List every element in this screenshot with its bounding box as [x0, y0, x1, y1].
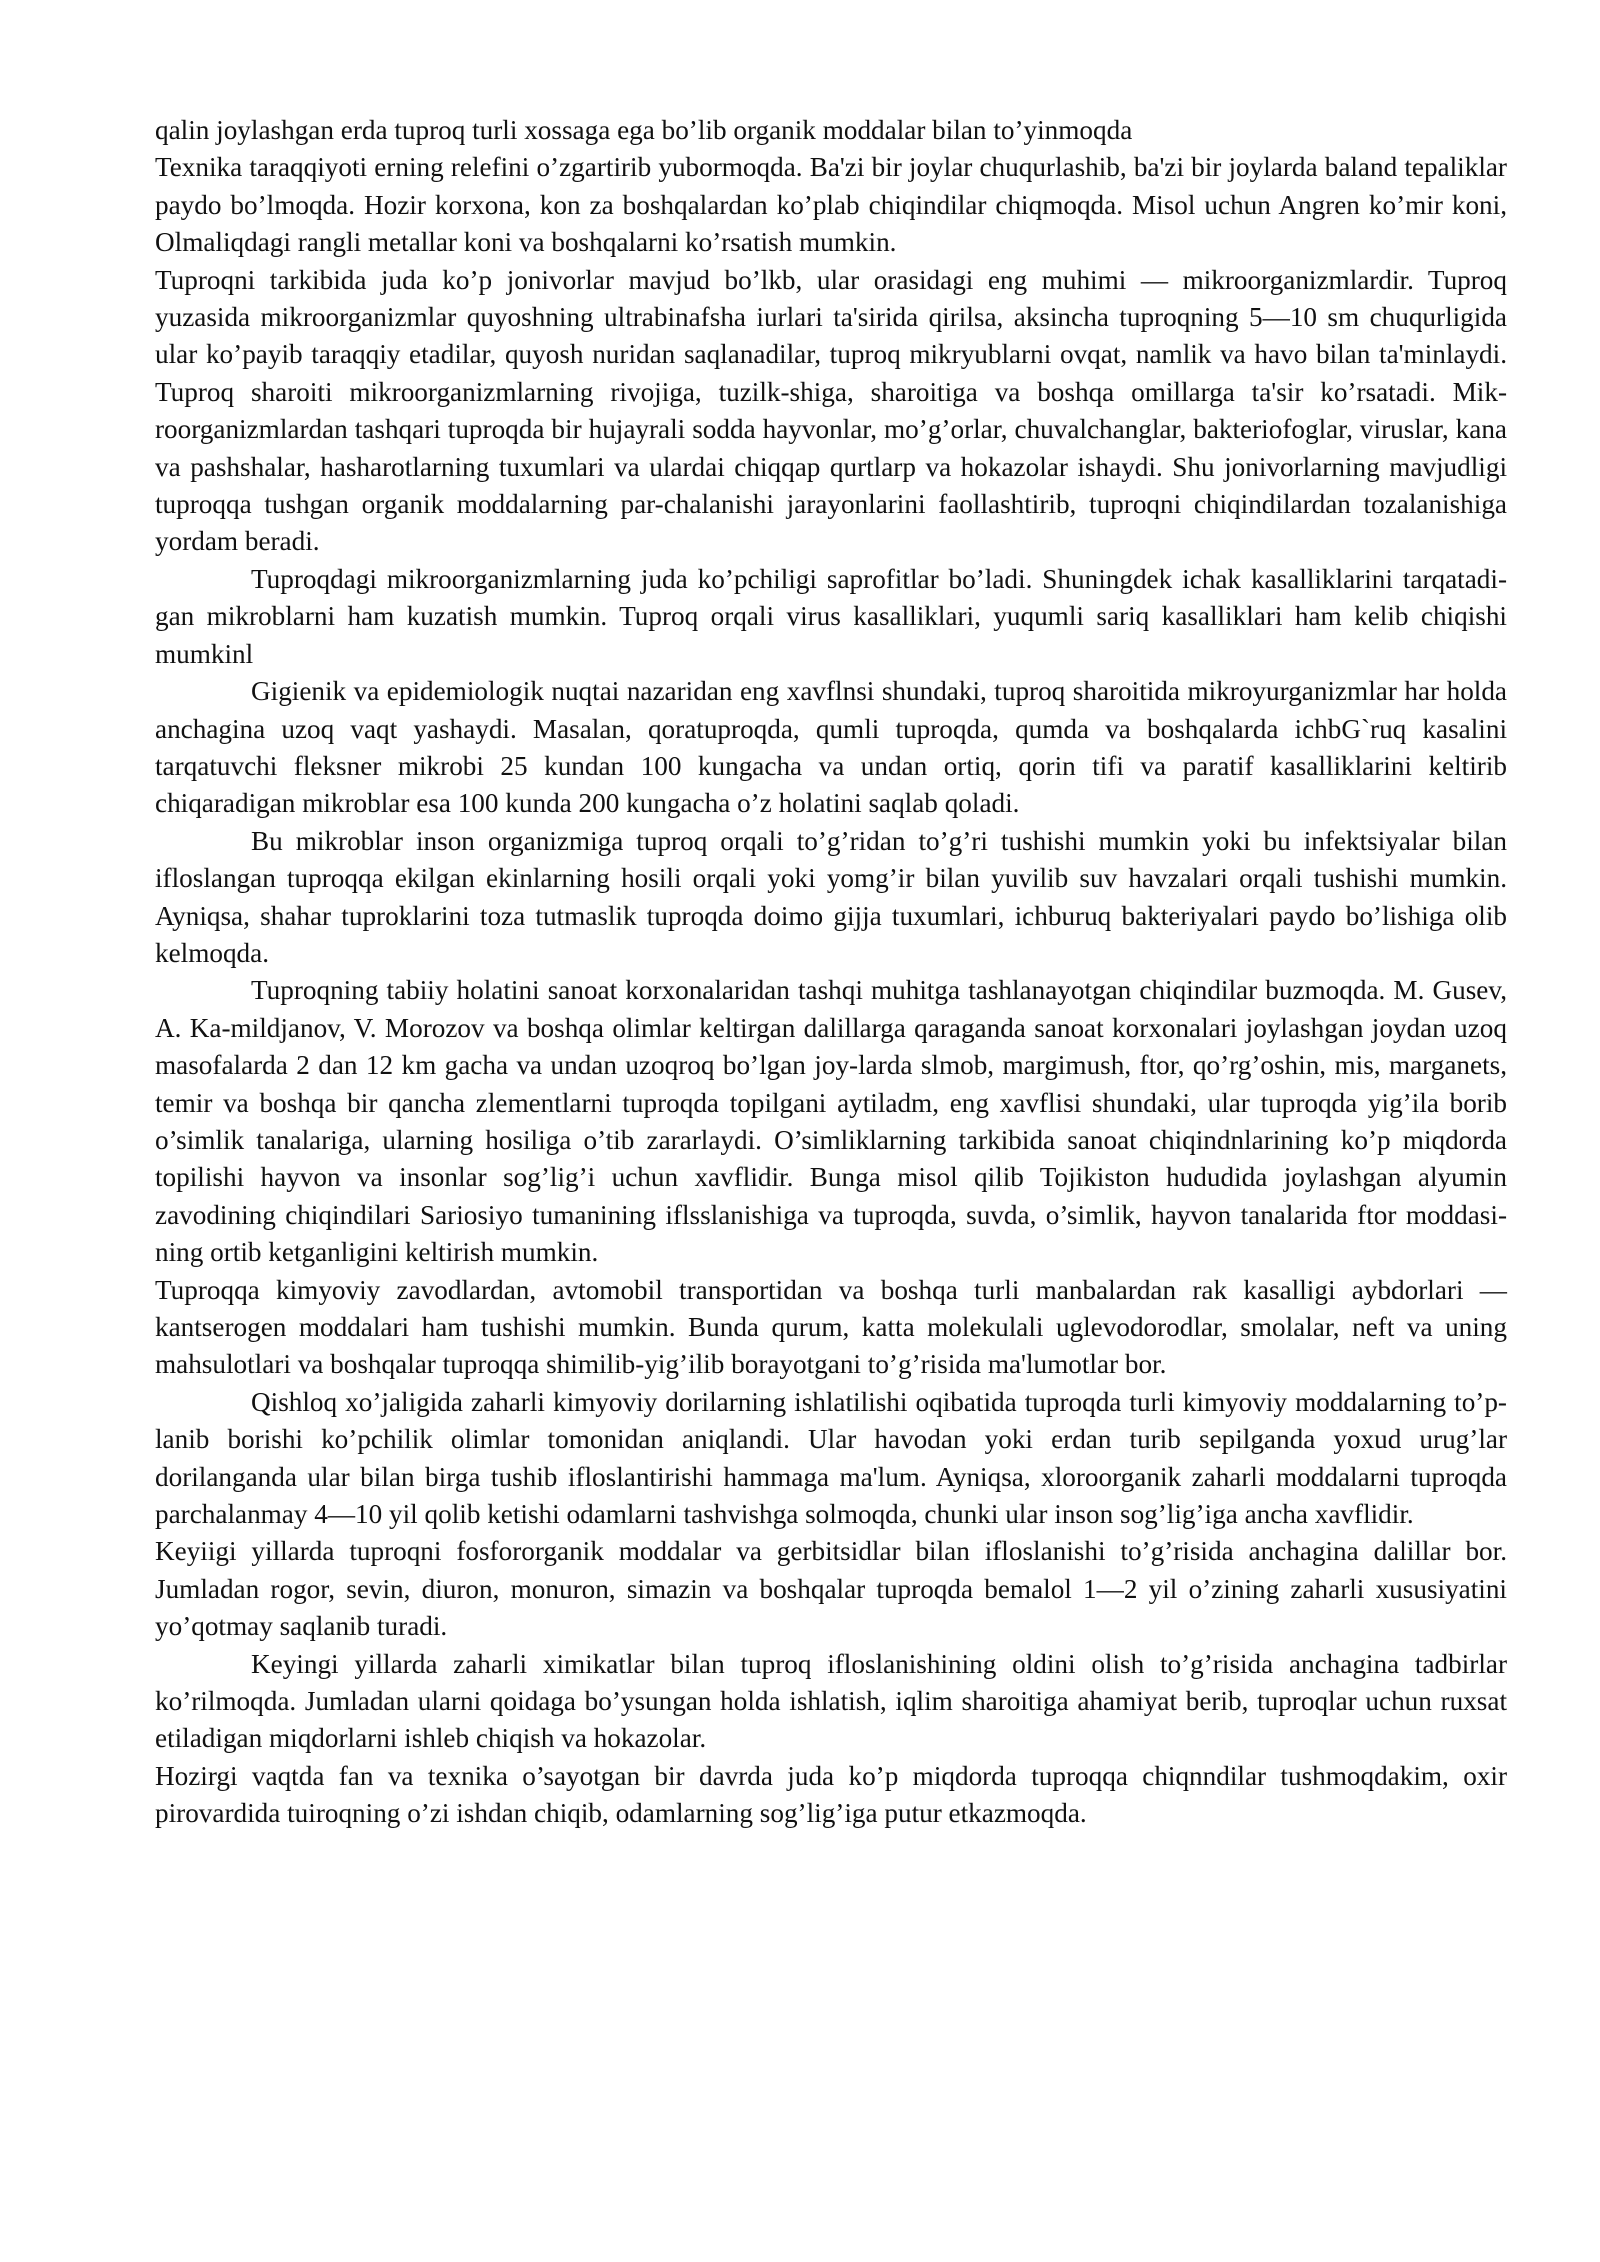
- paragraph: qalin joylashgan erda tuproq turli xossaga ega bo’lib organik moddalar bilan to’yinmoqda: [155, 115, 1133, 145]
- paragraph: Tuproqqa kimyoviy zavodlardan, avtomobil transportidan va boshqa turli manbalardan rak kasalligi aybdorlari — kantserogen moddalari ham tushishi mumkin. Bunda qurum, katta molekulali uglevodorodlar, smolalar, neft va uning mahsulotlari va boshqalar tuproqqa shimilib-yig’ilib borayotgani to’g’risida ma'lumotlar bor.: [155, 1274, 1507, 1380]
- paragraph: Gigienik va epidemiologik nuqtai nazaridan eng xavflnsi shundaki, tuproq sharoitida mikroyurganizmlar har holda anchagina uzoq vaqt yashaydi. Masalan, qoratuproqda, qumli tuproqda, qumda va boshqalarda ichbG`ruq kasalini tarqatuvchi fleksner mikrobi 25 kundan 100 kungacha va undan ortiq, qorin tifi va paratif kasalliklarini keltirib chiqaradigan mikroblar esa 100 kunda 200 kungacha o’z holatini saqlab qoladi.: [155, 676, 1507, 819]
- paragraph: Hozirgi vaqtda fan va texnika o’sayotgan bir davrda juda ko’p miqdorda tuproqqa chiqnndilar tushmoqdakim, oxir pirovardida tuiroqning o’zi ishdan chiqib, odamlarning sog’lig’iga putur etkazmoqda.: [155, 1760, 1507, 1829]
- paragraph: Tuproqning tabiiy holatini sanoat korxonalaridan tashqi muhitga tashlanayotgan chiqindilar buzmoqda. M. Gusev, A. Ka-mildjanov, V. Morozov va boshqa olimlar keltirgan dalillarga qaraganda sanoat korxonalari joylashgan joydan uzoq masofalarda 2 dan 12 km gacha va undan uzoqroq bo’lgan joy-larda slmob, margimush, ftor, qo’rg’oshin, mis, marganets, temir va boshqa bir qancha zlementlarni tuproqda topilgani aytiladm, eng xavflisi shundaki, ular tuproqda yig’ila borib o’simlik tanalariga, ularning hosiliga o’tib zararlaydi. O’simliklarning tarkibida sanoat chiqindnlarining ko’p miqdorda topilishi hayvon va insonlar sog’lig’i uchun xavflidir. Bunga misol qilib Tojikiston hududida joylashgan alyumin zavodining chiqindilari Sariosiyo tumanining iflsslanishiga va tuproqda, suvda, o’simlik, hayvon tanalarida ftor moddasi-ning ortib ketganligini keltirish mumkin.: [155, 975, 1507, 1268]
- document-page: [155, 112, 1507, 1833]
- paragraph: Keyiigi yillarda tuproqni fosfororganik moddalar va gerbitsidlar bilan ifloslanishi to’g’risida anchagina dalillar bor. Jumladan rogor, sevin, diuron, monuron, simazin va boshqalar tuproqda bemalol 1—2 yil o’zining zaharli xususiyatini yo’qotmay saqlanib turadi.: [155, 1536, 1507, 1642]
- paragraph: Bu mikroblar inson organizmiga tuproq orqali to’g’ridan to’g’ri tushishi mumkin yoki bu infektsiyalar bilan ifloslangan tuproqqa ekilgan ekinlarning hosili orqali yoki yomg’ir bilan yuvilib suv havzalari orqali tushishi mumkin. Ayniqsa, shahar tuproklarini toza tutmaslik tuproqda doimo gijja tuxumlari, ichburuq bakteriyalari paydo bo’lishiga olib kelmoqda.: [155, 825, 1507, 968]
- paragraph: Qishloq xo’jaligida zaharli kimyoviy dorilarning ishlatilishi oqibatida tuproqda turli kimyoviy moddalarning to’p-lanib borishi ko’pchilik olimlar tomonidan aniqlandi. Ular havodan yoki erdan turib sepilganda yoxud urug’lar dorilanganda ular bilan birga tushib ifloslantirishi hammaga ma'lum. Ayniqsa, xloroorganik zaharli moddalarni tuproqda parchalanmay 4—10 yil qolib ketishi odamlarni tashvishga solmoqda, chunki ular inson sog’lig’iga ancha xavflidir.: [155, 1386, 1507, 1530]
- paragraph: Tuproqdagi mikroorganizmlarning juda ko’pchiligi saprofitlar bo’ladi. Shuningdek ichak kasalliklarini tarqatadi-gan mikroblarni ham kuzatish mumkin. Tuproq orqali virus kasalliklari, yuqumli sariq kasalliklari ham kelib chiqishi mumkinl: [155, 563, 1507, 669]
- paragraph: Tuproqni tarkibida juda ko’p jonivorlar mavjud bo’lkb, ular orasidagi eng muhimi — mikroorganizmlardir. Tuproq yuzasida mikroorganizmlar quyoshning ultrabinafsha iurlari ta'sirida qirilsa, aksincha tuproqning 5—10 sm chuqurligida ular ko’payib taraqqiy etadilar, quyosh nuridan saqlanadilar, tuproq mikryublarni ovqat, namlik va havo bilan ta'minlaydi. Tuproq sharoiti mikroorganizmlarning rivojiga, tuzilk-shiga, sharoitiga va boshqa omillarga ta'sir ko’rsatadi. Mik-roorganizmlardan tashqari tuproqda bir hujayrali sodda hayvonlar, mo’g’orlar, chuvalchanglar, bakteriofoglar, viruslar, kana va pashshalar, hasharotlarning tuxumlari va ulardai chiqqap qurtlarp va hokazolar ishaydi. Shu jonivorlarning mavjudligi tuproqqa tushgan organik moddalarning par-chalanishi jarayonlarini faollashtirib, tuproqni chiqindilardan tozalanishiga yordam beradi.: [155, 264, 1507, 557]
- paragraph: Keyingi yillarda zaharli ximikatlar bilan tuproq ifloslanishining oldini olish to’g’risida anchagina tadbirlar ko’rilmoqda. Jumladan ularni qoidaga bo’ysungan holda ishlatish, iqlim sharoitiga ahamiyat berib, tuproqlar uchun ruxsat etiladigan miqdorlarni ishleb chiqish va hokazolar.: [155, 1648, 1507, 1754]
- paragraph: Texnika taraqqiyoti erning relefini o’zgartirib yubormoqda. Ba'zi bir joylar chuqurlashib, ba'zi bir joylarda baland tepaliklar paydo bo’lmoqda. Hozir korxona, kon za boshqalardan ko’plab chiqindilar chiqmoqda. Misol uchun Angren ko’mir koni, Olmaliqdagi rangli metallar koni va boshqalarni ko’rsatish mumkin.: [155, 152, 1507, 258]
